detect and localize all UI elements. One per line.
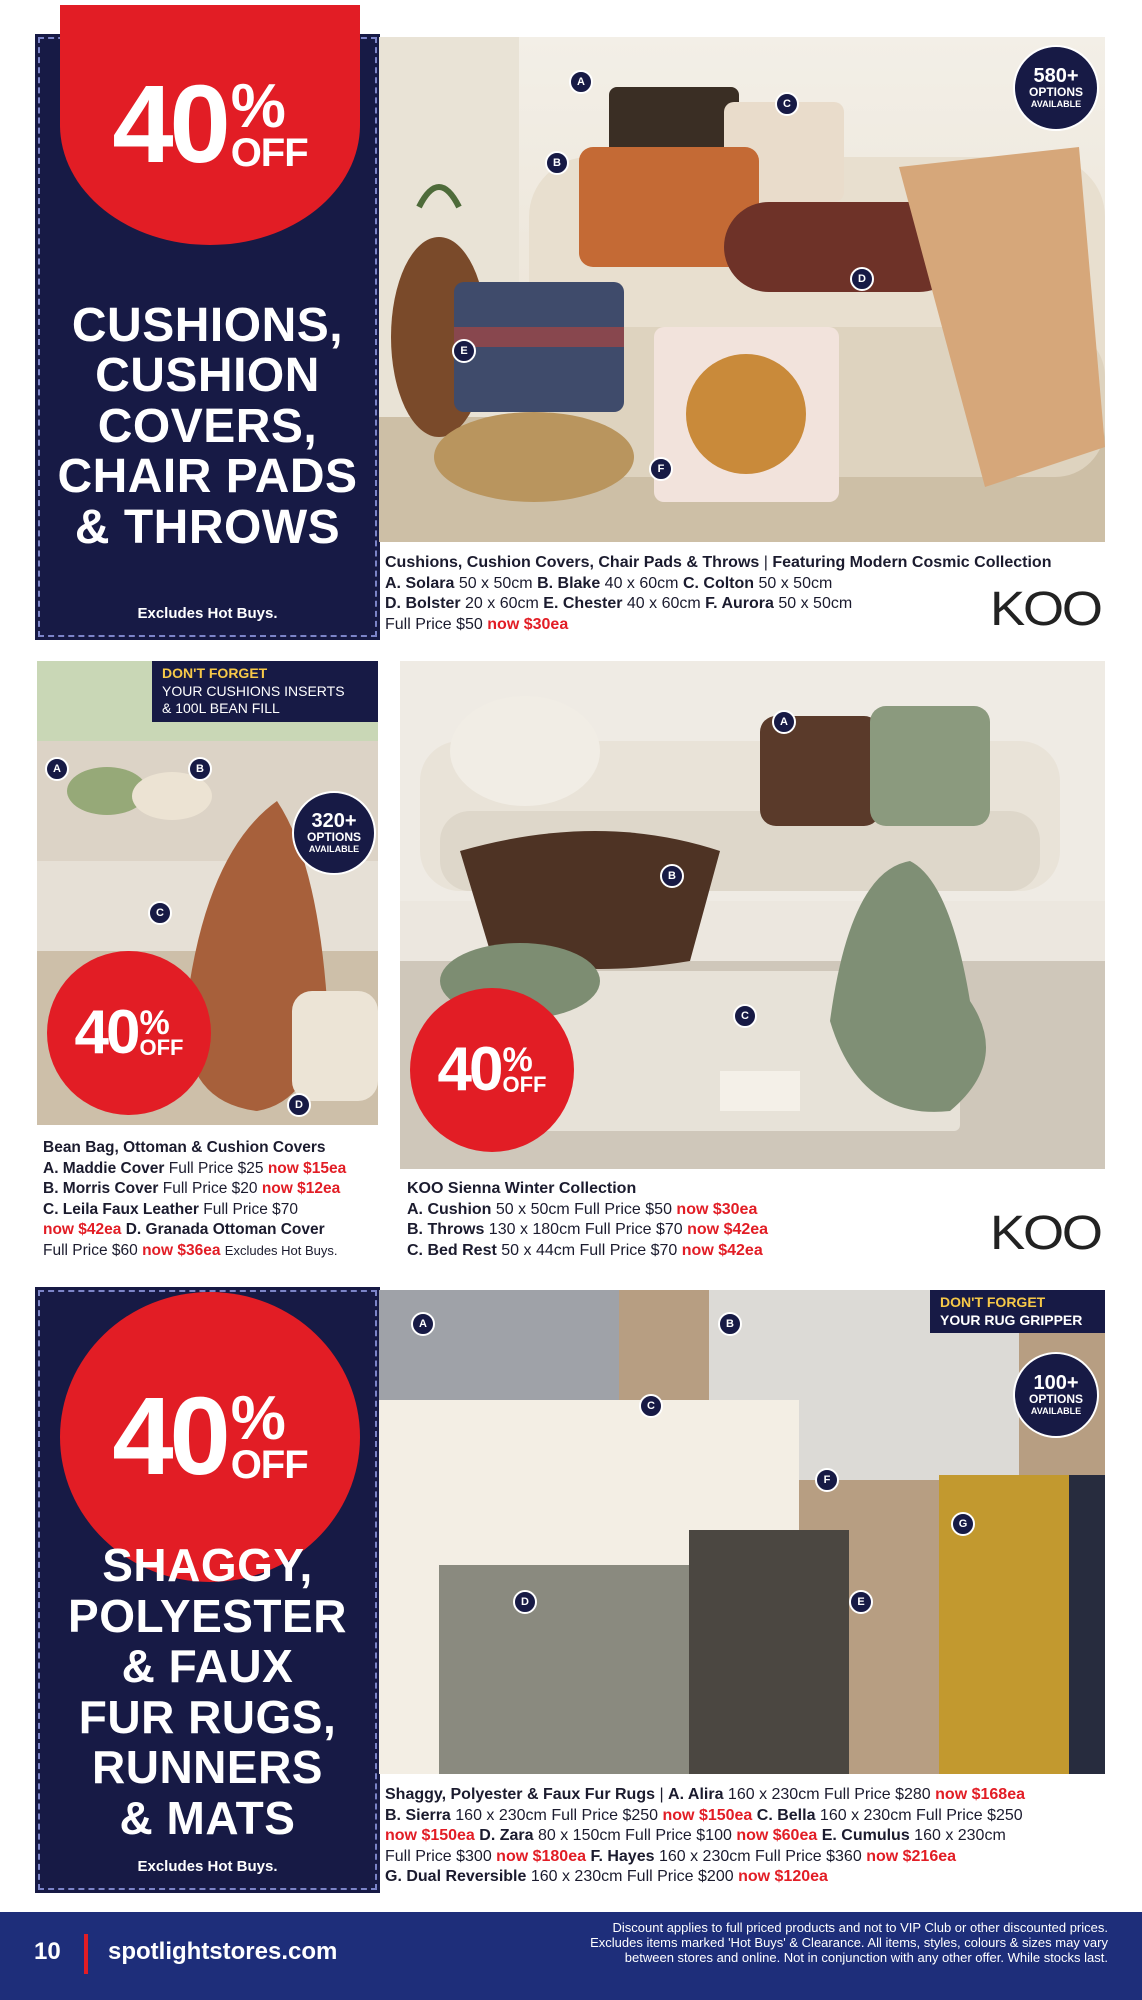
marker-e: E: [849, 1590, 873, 1614]
marker-d: D: [287, 1093, 311, 1117]
koo-logo: KOO: [990, 583, 1101, 636]
marker-c: C: [148, 901, 172, 925]
marker-d: D: [850, 267, 874, 291]
marker-a: A: [45, 757, 69, 781]
website-link[interactable]: spotlightstores.com: [108, 1938, 338, 1965]
percent-sign: %: [230, 1384, 286, 1454]
footer-divider: [84, 1934, 88, 1974]
off-label: OFF: [230, 130, 308, 175]
promo-headline: SHAGGY, POLYESTER & FAUX FUR RUGS, RUNNERS & MATS: [68, 1539, 347, 1844]
beanbag-caption: Bean Bag, Ottoman & Cushion Covers A. Maddie Cover Full Price $25 now $15ea B. Morris Cover Full Price $20 now $12ea C. Leila Faux Leather Full Price $70 now $42ea D. Granada Ottoman Cover Full Price $60 now $36ea Excludes Hot Buys.: [43, 1139, 347, 1259]
options-badge: 100+ OPTIONS AVAILABLE: [1013, 1352, 1099, 1438]
page-number: 10: [34, 1938, 61, 1965]
excludes-note: Excludes Hot Buys.: [137, 1858, 278, 1875]
marker-a: A: [411, 1312, 435, 1336]
koo-logo: KOO: [990, 1207, 1101, 1260]
dont-forget-rug-gripper: DON'T FORGET YOUR RUG GRIPPER: [930, 1290, 1105, 1333]
marker-c: C: [775, 92, 799, 116]
marker-b: B: [660, 864, 684, 888]
cushions-photo: [379, 37, 1105, 542]
marker-d: D: [513, 1590, 537, 1614]
sienna-photo: [400, 661, 1105, 1169]
marker-c: C: [733, 1004, 757, 1028]
discount-percent: 40: [112, 63, 227, 186]
rugs-photo: [379, 1290, 1105, 1774]
disclaimer: Discount applies to full priced products and not to VIP Club or other discounted prices. Excludes items marked 'Hot Buys' & Clearance. All items, styles, colours & sizes may vary between stores and online. Not in conjunction with any other offer. While stocks last.: [590, 1920, 1108, 1965]
discount-circle: 40 % OFF: [410, 988, 574, 1152]
footer-bar: [0, 1912, 1142, 2000]
marker-e: E: [452, 339, 476, 363]
marker-a: A: [772, 710, 796, 734]
marker-f: F: [815, 1468, 839, 1492]
rugs-caption: Shaggy, Polyester & Faux Fur Rugs | A. Alira 160 x 230cm Full Price $280 now $168ea B. Sierra 160 x 230cm Full Price $250 now $150ea C. Bella 160 x 230cm Full Price $250 now $150ea D. Zara 80 x 150cm Full Price $100 now $60ea E. Cumulus 160 x 230cm Full Price $300 now $180ea F. Hayes 160 x 230cm Full Price $360 now $216ea G. Dual Reversible 160 x 230cm Full Price $200 now $120ea: [385, 1786, 1025, 1885]
options-badge: 580+ OPTIONS AVAILABLE: [1013, 45, 1099, 131]
promo-panel-rugs: [38, 1290, 377, 1890]
rugs-scene: [379, 1290, 1105, 1774]
discount-circle: 40 % OFF: [47, 951, 211, 1115]
discount-percent: 40: [112, 1375, 227, 1498]
marker-a: A: [569, 70, 593, 94]
sienna-caption: KOO Sienna Winter Collection A. Cushion 50 x 50cm Full Price $50 now $30ea B. Throws 130 x 180cm Full Price $70 now $42ea C. Bed Rest 50 x 44cm Full Price $70 now $42ea: [407, 1180, 769, 1259]
excludes-note: Excludes Hot Buys.: [137, 605, 278, 622]
marker-g: G: [951, 1512, 975, 1536]
marker-b: B: [718, 1312, 742, 1336]
marker-c: C: [639, 1394, 663, 1418]
discount-circle: [60, 5, 360, 245]
marker-f: F: [649, 457, 673, 481]
marker-b: B: [545, 151, 569, 175]
percent-sign: %: [230, 72, 286, 142]
promo-panel-cushions: [38, 37, 377, 637]
off-label: OFF: [230, 1442, 308, 1487]
cushions-caption: Cushions, Cushion Covers, Chair Pads & Throws | Featuring Modern Cosmic Collection A. Solara 50 x 50cm B. Blake 40 x 60cm C. Colton 50 x 50cm D. Bolster 20 x 60cm E. Chester 40 x 60cm F. Aurora 50 x 50cm Full Price $50 now $30ea: [385, 554, 1052, 633]
cushions-scene: [379, 37, 1105, 542]
promo-headline: CUSHIONS, CUSHION COVERS, CHAIR PADS & THROWS: [57, 299, 358, 554]
marker-b: B: [188, 757, 212, 781]
options-badge: 320+ OPTIONS AVAILABLE: [292, 791, 376, 875]
dont-forget-inserts: DON'T FORGET YOUR CUSHIONS INSERTS & 100L BEAN FILL: [152, 661, 378, 722]
beanbag-photo: [37, 661, 378, 1125]
